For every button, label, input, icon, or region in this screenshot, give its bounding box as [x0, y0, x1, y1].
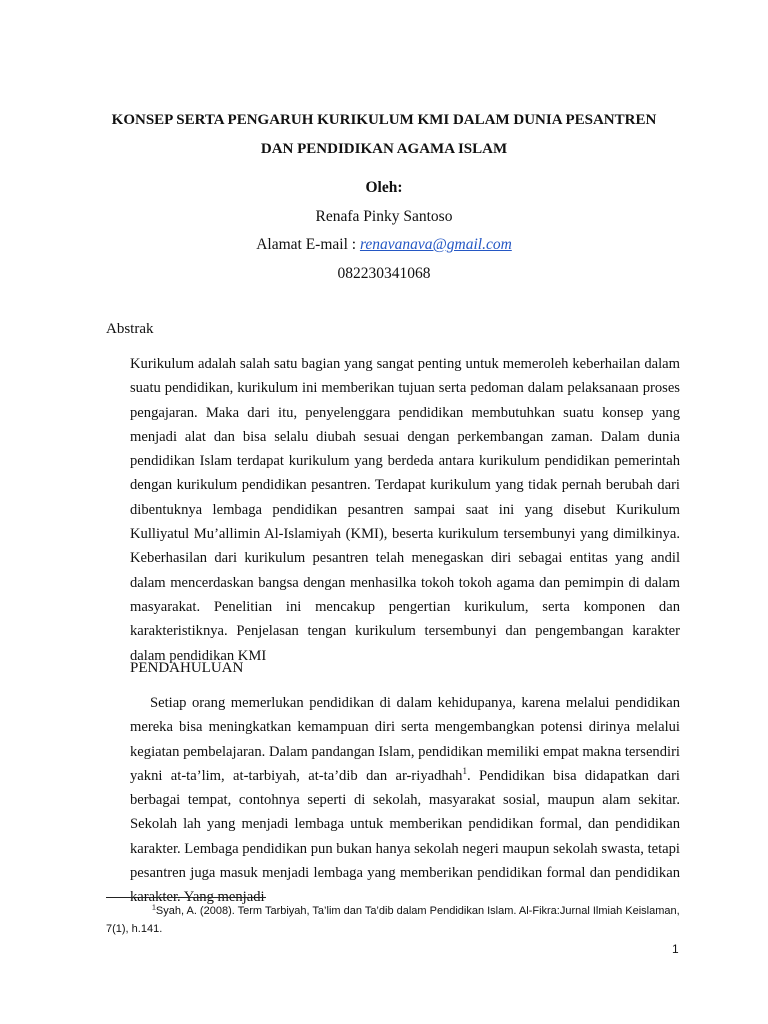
author-email-line — [60, 231, 708, 260]
email-label: Alamat E-mail : — [256, 236, 360, 253]
author-phone: 082230341068 — [337, 264, 431, 282]
introduction-heading: PENDAHULUAN — [130, 660, 244, 676]
footnote-text: Syah, A. (2008). Term Tarbiyah, Ta’lim dan Ta’dib dalam Pendidikan Islam. Al-Fikra:Jurnal Ilmiah Keislaman, 7(1), h.141. — [106, 905, 680, 935]
email-link[interactable]: renavanava@gmail.com — [359, 236, 512, 253]
author-block — [60, 174, 708, 288]
paper-title-line-1: KONSEP SERTA PENGARUH KURIKULUM KMI DALAM DUNIA PESANTREN — [111, 112, 657, 128]
abstract-label: Abstrak — [106, 321, 154, 337]
footnote-marker: 1 — [152, 904, 156, 912]
introduction-text-part-1: Setiap orang memerlukan pendidikan di dalam kehidupanya, karena melalui pendidikan mereka bisa meningkatkan kemampuan diri serta mengembangkan potensi dirinya melalui kegiatan pembelajaran. Dalam pandangan Islam, pendidikan memiliki empat makna tersendiri yakni at-ta’lim, at-tarbiyah, at-ta’dib dan ar-riyadhah — [130, 695, 680, 784]
footnote-divider — [106, 897, 266, 898]
paper-title — [60, 106, 708, 164]
introduction-text-part-2: . Pendidikan bisa didapatkan dari berbagai tempat, contohnya seperti di sekolah, masyarakat sosial, maupun alam sekitar. Sekolah lah yang menjadi lembaga untuk memberikan pendidikan formal, dan pendidikan karakter. Lembaga pendidikan pun bukan hanya sekolah negeri maupun sekolah swasta, tetapi pesantren juga masuk menjadi lembaga yang memberikan pendidikan formal dan pendidikan karakter. Yang menjadi — [130, 767, 680, 906]
page-number: 1 — [672, 942, 679, 956]
by-label: Oleh: — [365, 179, 403, 196]
paper-title-line-2: DAN PENDIDIKAN AGAMA ISLAM — [260, 141, 508, 157]
footnote-reference[interactable]: 1 — [462, 766, 467, 777]
introduction-text — [130, 691, 680, 910]
abstract-text: Kurikulum adalah salah satu bagian yang sangat penting untuk memeroleh keberhailan dalam suatu pendidikan, kurikulum ini memberikan tujuan serta pedoman dalam pelaksanaan proses pengajaran. Maka dari itu, penyelenggara pendidikan membutuhkan suatu konsep yang menjadi alat dan bisa selalu diubah sesuai dengan perkembangan zaman. Dalam dunia pendidikan Islam terdapat kurikulum yang berdeda antara kurikulum pendidikan pemerintah dengan kurikulum pendidikan pesantren. Terdapat kurikulum yang tidak pernah berubah dari dibentuknya lembaga pendidikan pesantren sampai saat ini yang disebut Kurikulum Kulliyatul Mu’allimin Al-Islamiyah (KMI), beserta kurikulum tersembunyi yang dimilkinya. Keberhasilan dari kurikulum pesantren telah menegaskan diri sebagai entitas yang andil dalam mencerdaskan bangsa dengan menhasilka tokoh tokoh agama dan pemimpin di dalam masyarakat. Penelitian ini mencakup pengertian kurikulum, serta komponen dan karakteristiknya. Penjelasan tengan kurikulum tersembunyi dan pengembangan karakter dalam pendidikan KMI — [130, 356, 680, 664]
footnote — [106, 902, 686, 938]
author-name: Renafa Pinky Santoso — [315, 207, 453, 225]
